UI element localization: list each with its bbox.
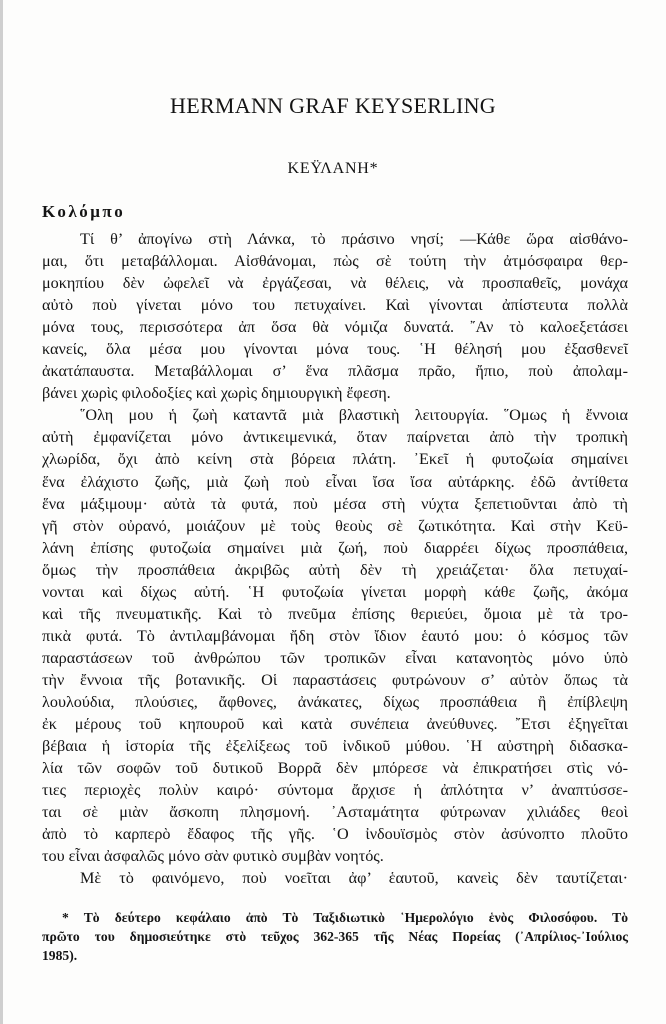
text-line: αὐτὴ ἐμφανίζεται μόνο ἀντικειμενικά, ὅταν παίρνεται ἀπὸ τὴν τροπικὴ [42, 428, 628, 447]
text-line: λουλούδια, πλούσιες, ἄφθονες, ἀνάκατες, δίχως προσπάθεια ἢ ἐπίβλεψη [42, 692, 628, 711]
footnote-line: * Τὸ δεύτερο κεφάλαιο ἀπὸ Τὸ Ταξιδιωτικὸ ῾Ημερολόγιο ἑνὸς Φιλοσόφου. Τὸ [62, 910, 628, 925]
text-line: ἕνα μάξιμουμ· αὐτὰ τὰ φυτά, ποὺ μέσα στὴ νύχτα ξεπετιοῦνται ἀπὸ τὴ [42, 494, 628, 513]
text-line: μοκηπίου δὲν ὠφελεῖ νὰ ἐργάζεσαι, νὰ θέλεις, νὰ προσπαθεῖς, μονάχα [42, 274, 628, 293]
text-line: παραστάσεων τοῦ ἀνθρώπου τῶν τροπικῶν εἶναι κατανοητὸς μόνο ὑπὸ [42, 648, 628, 667]
text-line: ἀκατάπαυστα. Μεταβάλλομαι σ’ ἕνα πλᾶσμα πρᾶο, ἤπιο, ποὺ ἀπολαμ- [42, 362, 628, 381]
text-line: πικὰ φυτά. Τὸ ἀντιλαμβάνομαι ἤδη στὸν ἴδιον ἑαυτό μου: ὁ κόσμος τῶν [42, 626, 628, 645]
text-line: ἀπὸ τὸ καρπερὸ ἔδαφος τῆς γῆς. ῾Ο ἰνδουϊσμὸς στὸν ἀσύνοπτο πλοῦτο [42, 825, 628, 844]
text-line: καὶ τῆς πνευματικῆς. Καὶ τὸ πνεῦμα ἐπίσης θεριεύει, ὅμοια μὲ τὰ τρο- [42, 604, 628, 623]
footnote-line: πρῶτο του δημοσιεύτηκε στὸ τεῦχος 362-365 τῆς Νέας Πορείας (᾿Απρίλιος-᾿Ιούλιος [42, 929, 628, 944]
text-line: ῞Ολη μου ἡ ζωὴ καταντᾶ μιὰ βλαστικὴ λειτουργία. ῞Ομως ἡ ἔννοια [80, 406, 628, 425]
author-heading: HERMANN GRAF KEYSERLING [170, 93, 496, 118]
text-line: μόνα τους, περισσότερα ἀπ ὅσα θὰ νόμιζα δυνατά. ῎Αν τὸ καλοεξετάσει [42, 318, 628, 337]
body-text [42, 228, 628, 889]
text-line: λάνη ἐπίσης φυτοζωία σημαίνει μιὰ ζωή, ποὺ διαρρέει δίχως προσπάθεια, [42, 538, 628, 557]
text-line: τὴν ἔννοια τῆς βοτανικῆς. Οἱ παραστάσεις φυτρώνουν σ’ αὐτὸν ὅπως τὰ [42, 670, 628, 689]
text-line: ἕνα ἐλάχιστο ζωῆς, μιὰ ζωὴ ποὺ εἶναι ἴσα ἴσα αὐτάρκης. ἐδῶ ἀντίθετα [42, 472, 628, 491]
text-line: ἐκ μέρους τοῦ κηπουροῦ καὶ κατὰ συνέπεια ἀνεύθυνες. ῎Ετσι ἐξηγεῖται [42, 715, 628, 734]
footnote [42, 908, 628, 965]
chapter-title: ΚΕΫΛΑΝΗ* [287, 160, 379, 177]
text-line: γῆ στὸν οὐρανό, μοιάζουν μὲ τοὺς θεοὺς σὲ ζωτικότητα. Καὶ στὴν Κεϋ- [42, 516, 628, 535]
footnote-line: 1985). [42, 948, 78, 963]
text-line: βέβαια ἡ ἱστορία τῆς ἐξελίξεως τοῦ ἰνδικοῦ μύθου. ῾Η αὐστηρὴ διδασκα- [42, 737, 628, 756]
text-line: ὅμως τὴν προσπάθεια ἀκριβῶς αὐτὴ δὲν τὴ χρειάζεται· ὅλα πετυχαί- [42, 560, 628, 579]
text-line: ται σὲ μιὰν ἄσκοπη πλησμονή. ᾿Ασταμάτητα φύτρωναν χιλιάδες θεοὶ [42, 803, 628, 822]
text-line: του εἶναι ἀσφαλῶς μόνο σὰν φυτικὸ συμβὰν νοητός. [42, 847, 384, 866]
text-line: μαι, ὅτι μεταβάλλομαι. Αἰσθάνομαι, πὼς σὲ τούτη τὴν ἀτμόσφαιρα θερ- [42, 252, 628, 271]
text-line: κανείς, ὅλα μέσα μου γίνονται μόνα τους. ῾Η θέλησή μου ἐξασθενεῖ [42, 340, 628, 359]
page-edge [0, 0, 3, 1024]
text-line: τιες περιοχὲς πολὺν καιρό· σύντομα ἄρχισε ἡ ἀπλότητα ν’ ἀναπτύσσε- [42, 781, 628, 800]
text-line: Μὲ τὸ φαινόμενο, ποὺ νοεῖται ἀφ’ ἑαυτοῦ, κανεὶς δὲν ταυτίζεται· [80, 869, 628, 888]
text-line: χλωρίδα, ὄχι ἀπὸ κείνη στὰ βόρεια πλάτη. ᾿Εκεῖ ἡ φυτοζωία σημαίνει [42, 450, 628, 469]
text-line: Τί θ’ ἀπογίνω στὴ Λάνκα, τὸ πράσινο νησί; —Κάθε ὥρα αἰσθάνο- [80, 230, 628, 248]
text-line: νονται καὶ δίχως αὐτή. ῾Η φυτοζωία γίνεται μορφὴ κάθε ζωῆς, ἀκόμα [42, 582, 628, 601]
text-line: βάνει χωρὶς φιλοδοξίες καὶ χωρὶς δημιουργικὴ ἔφεση. [42, 384, 391, 403]
section-heading: Κολόμπο [42, 202, 126, 221]
text-line: αὐτὸ ποὺ γίνεται μόνο του πετυχαίνει. Καὶ γίνονται ἀπίστευτα πολλὰ [42, 296, 628, 315]
text-line: λία τῶν σοφῶν τοῦ δυτικοῦ Βορρᾶ δὲν μπόρεσε νὰ ἐπικρατήσει στὶς νό- [42, 759, 628, 778]
